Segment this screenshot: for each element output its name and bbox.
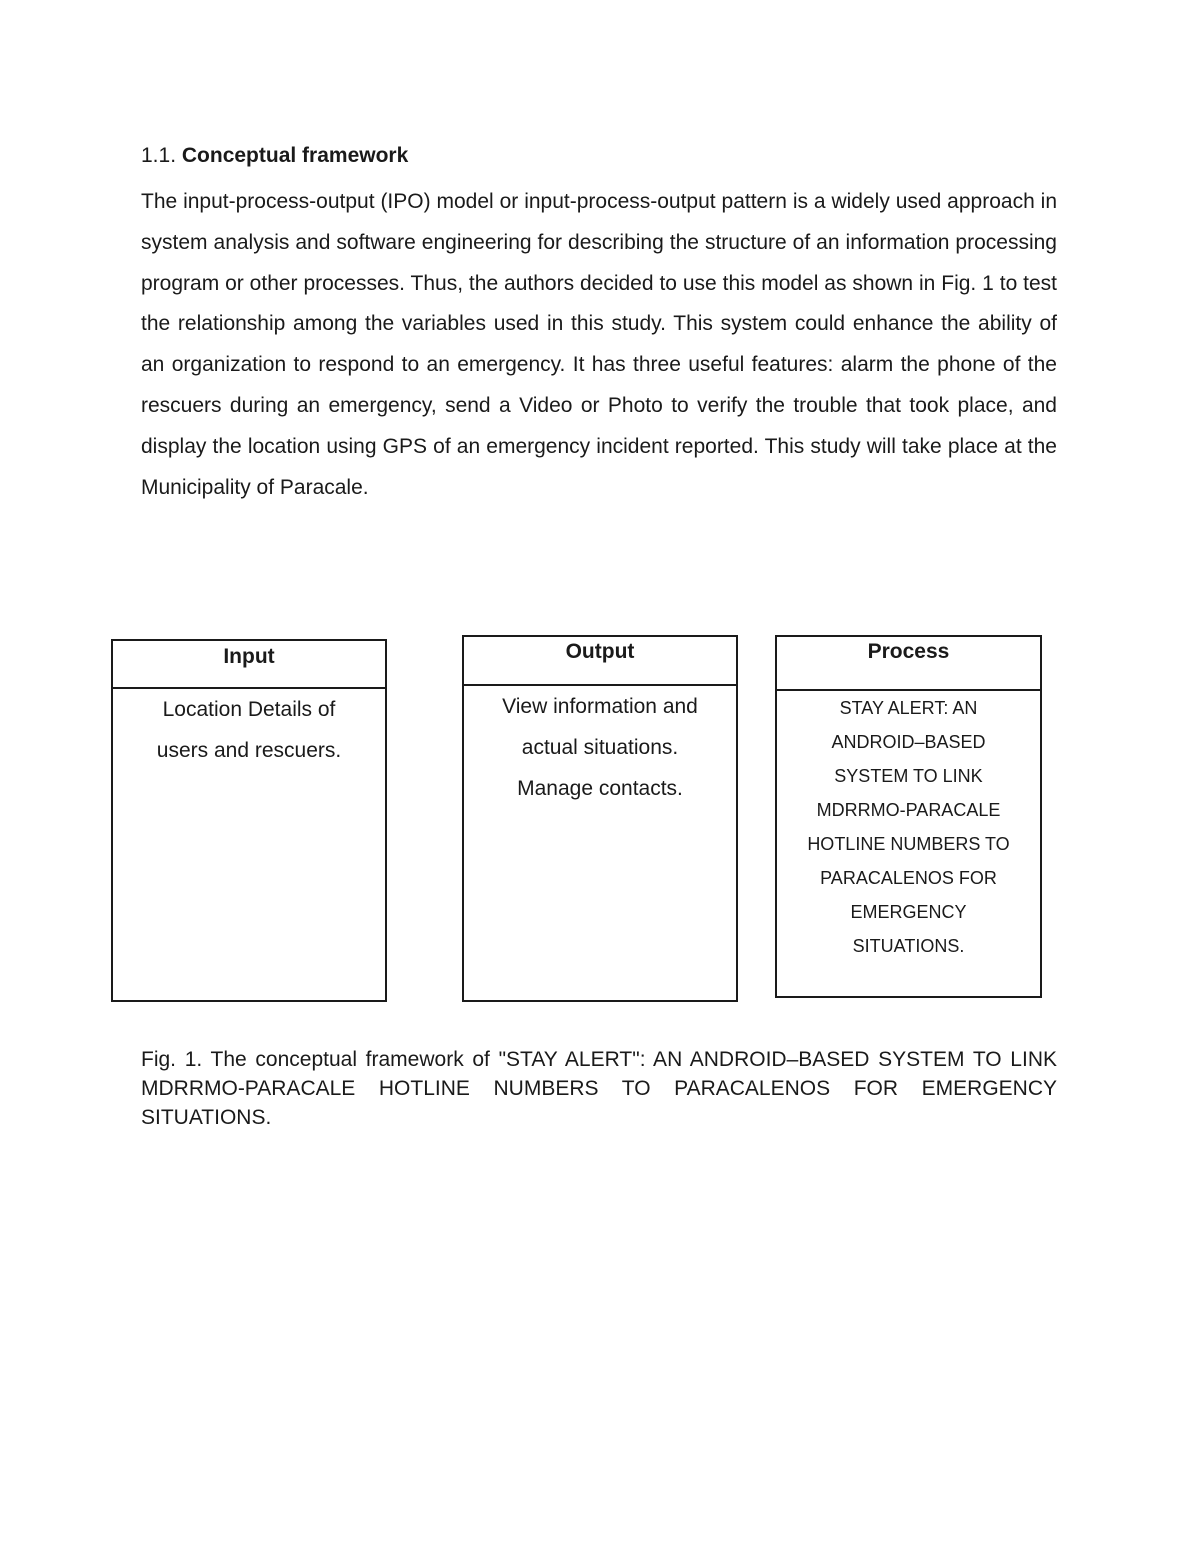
input-box xyxy=(111,639,387,1002)
process-box-content xyxy=(777,691,1040,963)
process-line: SITUATIONS. xyxy=(852,936,965,956)
process-line: MDRRMO-PARACALE xyxy=(816,800,1001,820)
section-title: Conceptual framework xyxy=(181,144,409,167)
process-box xyxy=(775,635,1042,998)
input-box-content xyxy=(113,689,385,771)
process-line: SYSTEM TO LINK xyxy=(834,766,983,786)
output-box-label: Output xyxy=(464,637,736,686)
process-line: STAY ALERT: AN xyxy=(839,698,978,718)
section-number: 1.1. xyxy=(141,144,177,167)
output-line: actual situations. xyxy=(521,736,679,759)
process-line: PARACALENOS FOR xyxy=(820,868,997,888)
input-line: users and rescuers. xyxy=(156,739,342,762)
process-box-label: Process xyxy=(777,637,1040,691)
input-box-label: Input xyxy=(113,641,385,689)
output-line: View information and xyxy=(502,695,698,718)
figure-caption: Fig. 1. The conceptual framework of "STAY ALERT": AN ANDROID–BASED SYSTEM TO LINK MDRRMO-PARACALE HOTLINE NUMBERS TO PARACALENOS FOR EMERGENCY SITUATIONS. xyxy=(141,1048,1057,1129)
output-box xyxy=(462,635,738,1002)
body-paragraph: The input-process-output (IPO) model or input-process-output pattern is a widely used approach in system analysis and software engineering for describing the structure of an information processing program or other processes. Thus, the authors decided to use this model as shown in Fig. 1 to test the relationship among the variables used in this study. This system could enhance the ability of an organization to respond to an emergency. It has three useful features: alarm the phone of the rescuers during an emergency, send a Video or Photo to verify the trouble that took place, and display the location using GPS of an emergency incident reported. This study will take place at the Municipality of Paracale. xyxy=(141,190,1057,499)
section-heading xyxy=(141,142,408,170)
process-line: HOTLINE NUMBERS TO xyxy=(807,834,1010,854)
process-line: ANDROID–BASED xyxy=(831,732,986,752)
input-line: Location Details of xyxy=(162,698,336,721)
process-line: EMERGENCY xyxy=(850,902,967,922)
output-box-content xyxy=(464,686,736,809)
output-line: Manage contacts. xyxy=(517,777,683,800)
